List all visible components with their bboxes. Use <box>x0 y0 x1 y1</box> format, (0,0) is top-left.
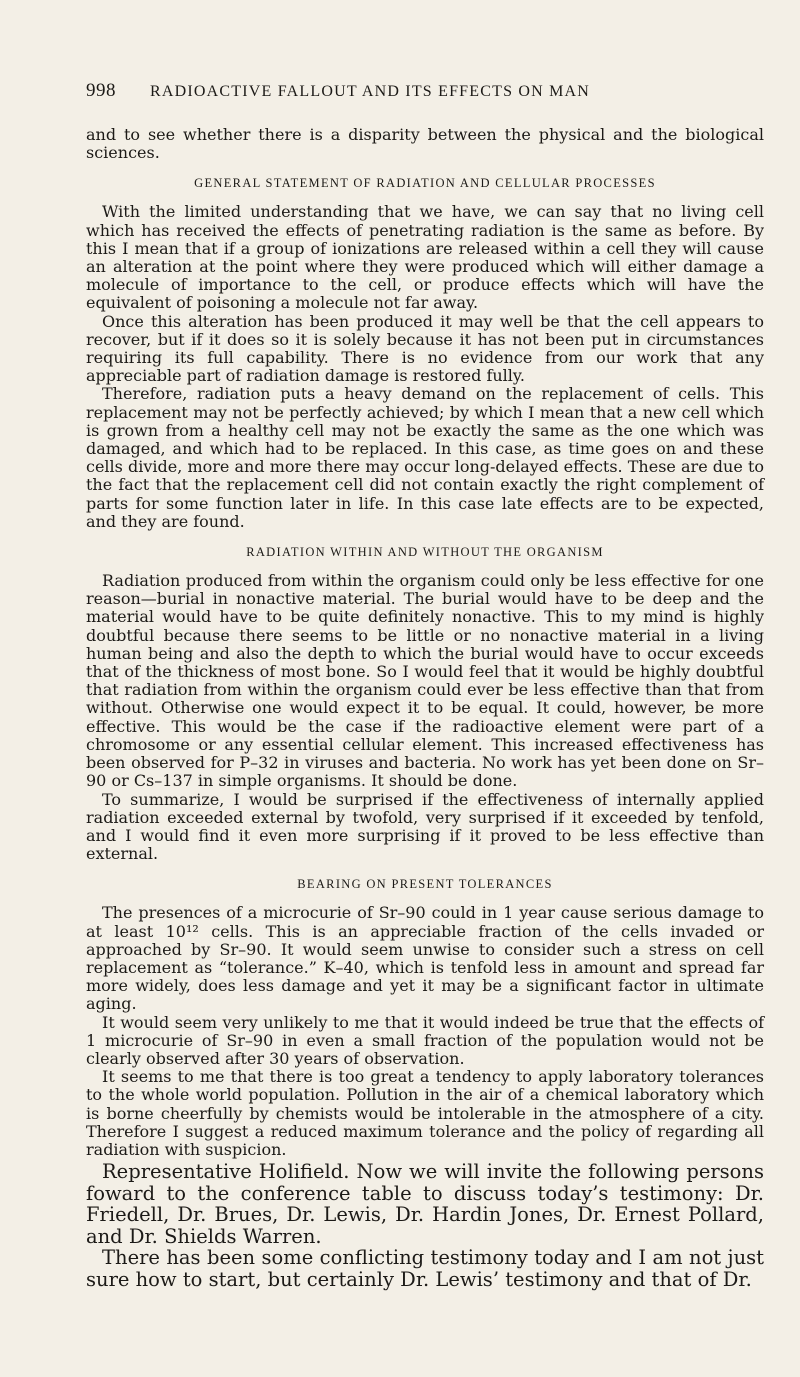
page-number: 998 <box>86 80 116 101</box>
section-radiation-within-without <box>86 545 764 863</box>
section-heading: GENERAL STATEMENT OF RADIATION AND CELLULAR PROCESSES <box>194 176 656 191</box>
section-general-statement <box>86 176 764 531</box>
paragraph: It seems to me that there is too great a tendency to apply laboratory tolerances to the whole world population. Pollution in the air of a chemical laboratory which is borne cheerfully by chemists would be intolerable in the atmosphere of a city. Therefore I suggest a reduced maximum tolerance and the policy of regarding all radiation with suspicion. <box>86 1067 764 1159</box>
section-present-tolerances <box>86 877 764 1159</box>
paragraph: Therefore, radiation puts a heavy demand on the replacement of cells. This replacement may not be perfectly achieved; by which I mean that a new cell which is grown from a healthy cell may not be exactly the same as the one which was damaged, and which had to be replaced. In this case, as time goes on and these cells divide, more and more there may occur long-delayed effects. These are due to the fact that the replacement cell did not contain exactly the right complement of parts for some function later in life. In this case late effects are to be expected, and they are found. <box>86 384 764 531</box>
paragraph: It would seem very unlikely to me that it would indeed be true that the effects of 1 microcurie of Sr–90 in even a small fraction of the population would not be clearly observed after 30 years of observation. <box>86 1012 764 1068</box>
opening-paragraph: and to see whether there is a disparity between the physical and the biological sciences. <box>86 125 764 163</box>
hearing-transcript <box>86 1161 764 1290</box>
section-heading: RADIATION WITHIN AND WITHOUT THE ORGANISM <box>246 545 604 560</box>
running-title: RADIOACTIVE FALLOUT AND ITS EFFECTS ON MAN <box>150 83 591 100</box>
section-heading: BEARING ON PRESENT TOLERANCES <box>297 877 553 892</box>
paragraph: With the limited understanding that we have, we can say that no living cell which has received the effects of penetrating radiation is the same as before. By this I mean that if a group of ionizations are released within a cell they will cause an alteration at the point where they were produced which will either damage a molecule of importance to the cell, or produce effects which will have the equivalent of poisoning a molecule not far away. <box>86 202 764 313</box>
paragraph: To summarize, I would be surprised if the effectiveness of internally applied radiation exceeded external by twofold, very surprised if it exceeded by tenfold, and I would find it even more surprising if it proved to be less effective than external. <box>86 789 764 864</box>
paragraph: The presences of a microcurie of Sr–90 could in 1 year cause serious damage to at least 10¹² cells. This is an appreciable fraction of the cells invaded or approached by Sr–90. It would seem unwise to consider such a stress on cell replacement as “tolerance.” K–40, which is tenfold less in amount and spread far more widely, does less damage and yet it may be a significant factor in ultimate aging. <box>86 903 764 1014</box>
running-head <box>86 80 764 102</box>
paragraph: Once this alteration has been produced it may well be that the cell appears to recover, but if it does so it is solely because it has not been put in circumstances requiring its full capability. There is no evidence from our work that any appreciable part of radiation damage is restored fully. <box>86 311 764 386</box>
paragraph: Radiation produced from within the organism could only be less effective for one reason—burial in nonactive material. The burial would have to be deep and the material would have to be quite definitely nonactive. This to my mind is highly doubtful because there seems to be little or no nonactive material in a living human being and also the depth to which the burial would have to occur exceeds that of the thickness of most bone. So I would feel that it would be highly doubtful that radiation from within the organism could ever be less effective than that from without. Otherwise one would expect it to be equal. It could, however, be more effective. This would be the case if the radioactive element were part of a chromosome or any essential cellular element. This increased effectiveness has been observed for P–32 in viruses and bacteria. No work has yet been done on Sr–90 or Cs–137 in simple organisms. It should be done. <box>86 571 764 791</box>
transcript-paragraph: There has been some conflicting testimony today and I am not just sure how to start, but certainly Dr. Lewis’ testimony and that of Dr. <box>86 1246 764 1291</box>
transcript-paragraph: Representative Holifield. Now we will invite the following persons foward to the conference table to discuss today’s testimony: Dr. Friedell, Dr. Brues, Dr. Lewis, Dr. Hardin Jones, Dr. Ernest Pollard, and Dr. Shields Warren. <box>86 1160 764 1248</box>
